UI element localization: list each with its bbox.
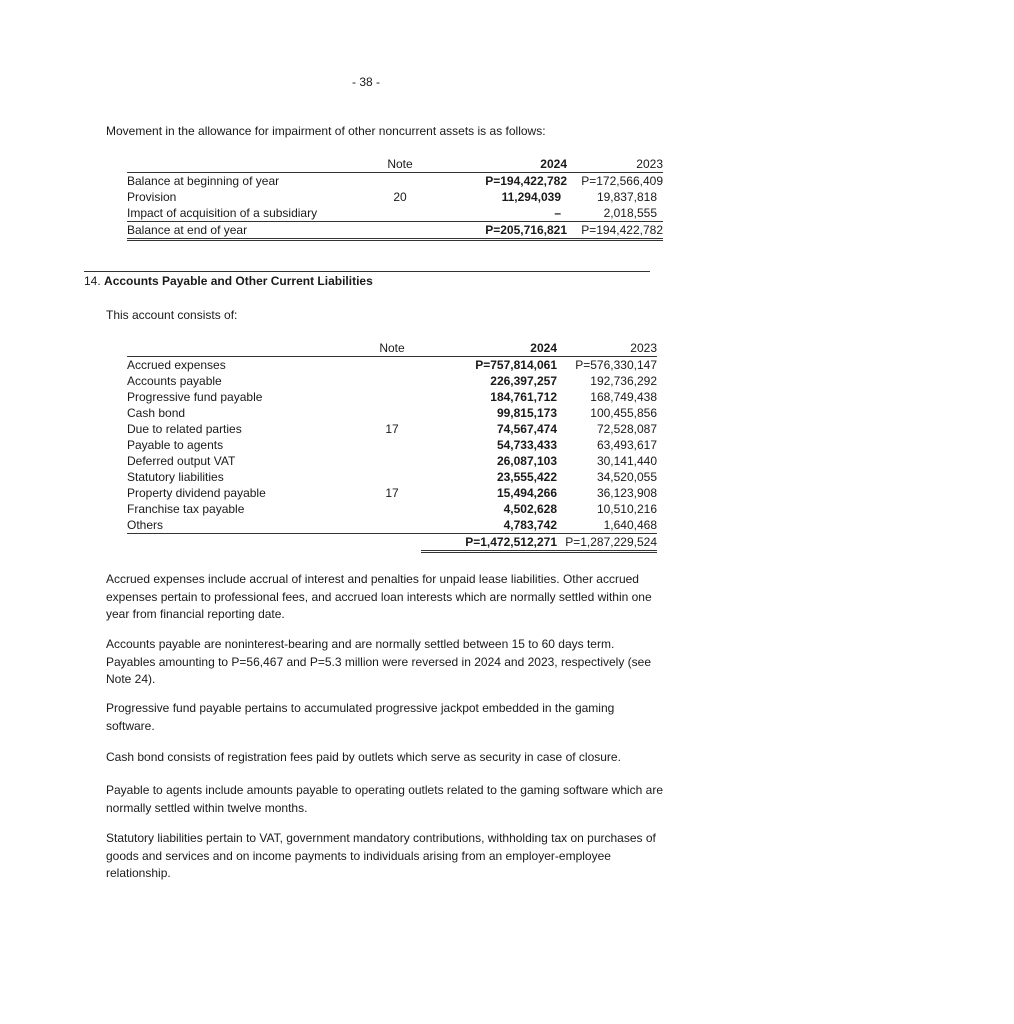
table-total-row	[127, 534, 657, 552]
row-note	[357, 222, 443, 240]
table-row	[127, 421, 657, 437]
accounts-intro: This account consists of:	[106, 308, 238, 322]
note-cash-bond: Cash bond consists of registration fees paid by outlets which serve as security in case of closure.	[106, 750, 621, 764]
value-2023: 63,493,617	[596, 438, 657, 452]
impairment-movement-table	[127, 156, 663, 241]
value-2023: 34,520,055	[596, 470, 657, 484]
row-note: 17	[385, 422, 399, 436]
row-note	[363, 517, 421, 534]
row-label: Franchise tax payable	[127, 502, 245, 516]
value-2024: 99,815,173	[496, 406, 557, 420]
value-2023: 1,640,468	[557, 517, 657, 534]
value-2024: 184,761,712	[490, 390, 557, 404]
value-2023: 100,455,856	[590, 406, 657, 420]
value-2023: 19,837,818	[596, 190, 657, 204]
value-2023: 10,510,216	[596, 502, 657, 516]
table-header-row	[127, 156, 663, 173]
row-label: Deferred output VAT	[127, 454, 236, 468]
table-row	[127, 501, 657, 517]
note-accounts-payable: Accounts payable are noninterest-bearing and are normally settled between 15 to 60 days term. Payables amounting to P=56,467 and P=5.3 million were reversed in 2024 and 2023, respectively (see Note 24).	[106, 637, 652, 686]
row-note	[363, 437, 421, 453]
row-label: Balance at end of year	[127, 222, 357, 240]
value-2024: P=757,814,061	[475, 358, 557, 372]
value-2023: 2,018,555	[567, 205, 663, 222]
table-row	[127, 485, 657, 501]
table-row	[127, 469, 657, 485]
row-note	[363, 357, 421, 374]
value-2023: 168,749,438	[590, 390, 657, 404]
note-payable-to-agents: Payable to agents include amounts payable to operating outlets related to the gaming software which are normally settled within twelve months.	[106, 783, 664, 815]
total-2023: P=1,287,229,524	[557, 534, 657, 552]
value-2024: 4,502,628	[503, 502, 557, 516]
row-note	[363, 405, 421, 421]
table-row	[127, 373, 657, 389]
value-2023: 30,141,440	[596, 454, 657, 468]
row-note	[363, 389, 421, 405]
table-row	[127, 437, 657, 453]
year-2024-header: 2024	[421, 340, 557, 357]
row-label: Cash bond	[127, 406, 186, 420]
value-2024: 4,783,742	[421, 517, 557, 534]
row-label: Payable to agents	[127, 438, 224, 452]
row-label: Impact of acquisition of a subsidiary	[127, 206, 318, 220]
section-title: Accounts Payable and Other Current Liabilities	[104, 274, 373, 288]
table-header-row	[127, 340, 657, 357]
value-2024: 54,733,433	[496, 438, 557, 452]
row-note: 17	[385, 486, 399, 500]
table-row	[127, 517, 657, 534]
value-2024: P=194,422,782	[485, 174, 567, 188]
row-note	[363, 373, 421, 389]
row-note: 20	[393, 190, 407, 204]
note-progressive-fund: Progressive fund payable pertains to accumulated progressive jackpot embedded in the gaming software.	[106, 701, 615, 733]
section-number: 14.	[84, 274, 101, 288]
row-note	[357, 173, 443, 190]
row-label: Property dividend payable	[127, 486, 266, 500]
value-2023: 36,123,908	[596, 486, 657, 500]
value-2023: 72,528,087	[596, 422, 657, 436]
value-2024: P=205,716,821	[443, 222, 567, 240]
impairment-intro: Movement in the allowance for impairment of other noncurrent assets is as follows:	[106, 124, 546, 138]
table-row	[127, 357, 657, 374]
row-note	[363, 469, 421, 485]
row-note	[363, 453, 421, 469]
table-total-row	[127, 222, 663, 240]
note-header: Note	[357, 156, 443, 173]
row-label: Provision	[127, 190, 177, 204]
row-label: Accrued expenses	[127, 358, 226, 372]
row-label: Others	[127, 517, 363, 534]
table-row	[127, 405, 657, 421]
table-row	[127, 389, 657, 405]
year-2024-header: 2024	[443, 156, 567, 173]
row-note	[357, 205, 443, 222]
value-2024: 74,567,474	[496, 422, 557, 436]
note-accrued-expenses: Accrued expenses include accrual of interest and penalties for unpaid lease liabilities. Other accrued expenses pertain to professional fees, and accrued loan interests which are normally settled within one year from financial reporting date.	[106, 572, 652, 621]
row-label: Balance at beginning of year	[127, 174, 280, 188]
note-statutory-liabilities: Statutory liabilities pertain to VAT, government mandatory contributions, withholding tax on purchases of goods and services and on income payments to individuals arising from an employer-employee relationship.	[106, 831, 656, 880]
row-label: Due to related parties	[127, 422, 242, 436]
table-row	[127, 189, 663, 205]
row-label: Statutory liabilities	[127, 470, 224, 484]
value-2024: 15,494,266	[496, 486, 557, 500]
table-row	[127, 453, 657, 469]
year-2023-header: 2023	[567, 156, 663, 173]
value-2024: 11,294,039	[501, 190, 561, 204]
value-2024: –	[443, 205, 567, 222]
row-note	[363, 501, 421, 517]
row-label: Progressive fund payable	[127, 390, 263, 404]
value-2023: P=172,566,409	[581, 174, 663, 188]
table-row	[127, 205, 663, 222]
section-heading	[84, 274, 373, 288]
accounts-payable-table	[127, 340, 657, 553]
year-2023-header: 2023	[557, 340, 657, 357]
page-number: - 38 -	[352, 75, 381, 89]
section-divider	[84, 271, 650, 272]
value-2024: 23,555,422	[496, 470, 557, 484]
note-header: Note	[363, 340, 421, 357]
row-label: Accounts payable	[127, 374, 222, 388]
table-row	[127, 173, 663, 190]
value-2024: 26,087,103	[496, 454, 557, 468]
value-2023: 192,736,292	[590, 374, 657, 388]
total-2024: P=1,472,512,271	[421, 534, 557, 552]
value-2024: 226,397,257	[490, 374, 557, 388]
value-2023: P=194,422,782	[567, 222, 663, 240]
value-2023: P=576,330,147	[575, 358, 657, 372]
